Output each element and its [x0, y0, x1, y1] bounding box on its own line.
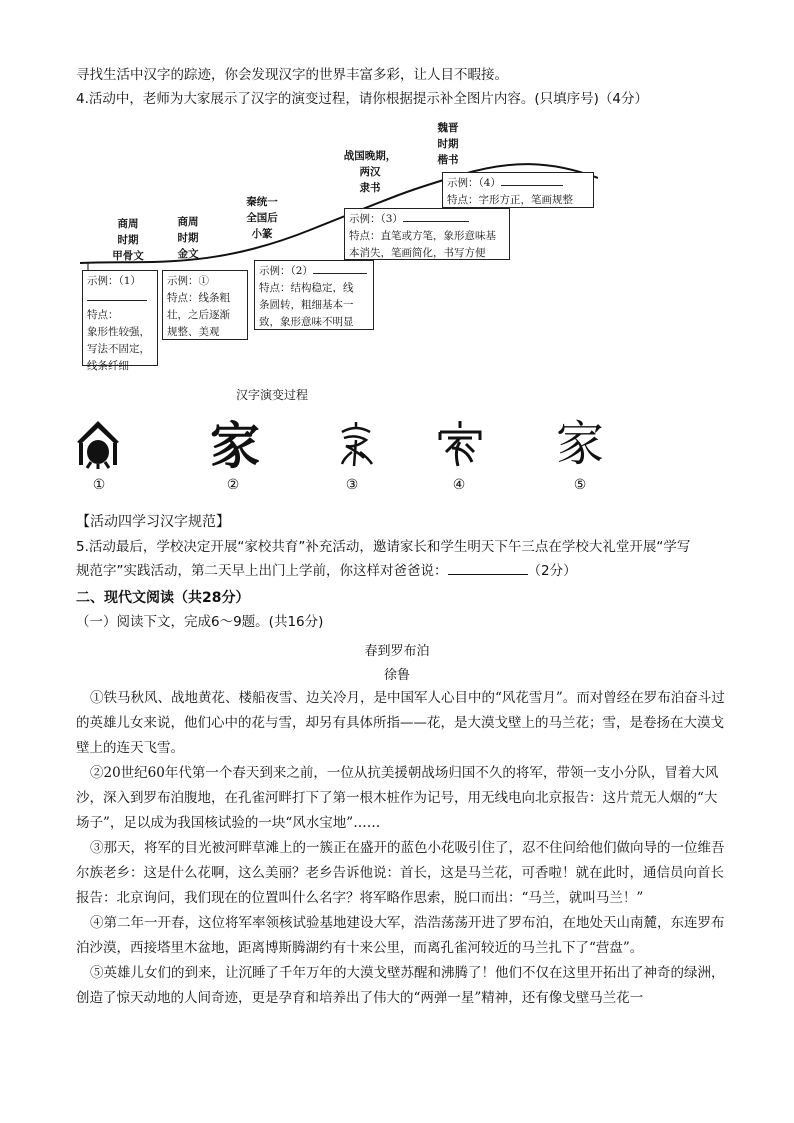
evolution-diagram: [80, 120, 598, 372]
glyph-number: ②: [226, 477, 240, 493]
box-seal: 示例：（2） 特点：结构稳定，线 条圆转，粗细基本一 致，象形意味不明显: [254, 260, 374, 330]
clerical-script-icon: [432, 418, 488, 470]
box-regular: 示例：（4） 特点：字形方正，笔画规整: [442, 172, 594, 208]
answer-blank-4[interactable]: [501, 175, 563, 186]
glyph-bronze-jia: 家: [210, 416, 262, 475]
answer-blank-3[interactable]: [403, 211, 469, 222]
answer-blank-1[interactable]: [87, 290, 147, 301]
answer-blank-5[interactable]: [448, 562, 528, 575]
article-body: [76, 686, 726, 1011]
question-4: 4.活动中，老师为大家展示了汉字的演变过程，请你根据提示补全图片内容。(只填序号)（4分）: [76, 91, 649, 107]
glyph-regular-jia: 家: [555, 416, 604, 472]
paragraph-5: ⑤英雄儿女们的到来，让沉睡了千年万年的大漠戈壁苏醒和沸腾了！他们不仅在这里开拓出了神奇的绿洲，创造了惊天动地的人间奇迹，更是孕育和培养出了伟大的“两弹一星”精神，还有像戈壁马兰花一: [76, 965, 725, 1006]
box-clerical: 示例：（3） 特点：直笔或方笔，象形意味基 本消失，笔画简化，书写方便: [344, 208, 510, 260]
intro-line: 寻找生活中汉字的踪迹，你会发现汉字的世界丰富多彩，让人目不暇接。: [76, 67, 508, 83]
stage-regular: 魏晋 时期 楷书: [437, 122, 459, 166]
glyph-clerical-jia: [430, 418, 490, 474]
question-5-line1: 5.活动最后，学校决定开展“家校共育”补充活动，邀请家长和学生明天下午三点在学校大礼堂开展“学写: [76, 539, 691, 555]
paragraph-1: ①铁马秋风、战地黄花、楼船夜雪、边关冷月，是中国军人心目中的“风花雪月”。而对曾经在罗布泊奋斗过的英雄儿女来说，他们心中的花与雪，却另有具体所指——花，是大漠戈壁上的马兰花；雪，是卷扬在大漠戈壁上的连天飞雪。: [76, 690, 725, 756]
stage-oracle: 商周 时期 甲骨文: [112, 218, 144, 262]
answer-blank-2[interactable]: [313, 263, 367, 274]
glyph-number: ①: [92, 477, 106, 493]
glyph-number: ④: [452, 477, 466, 493]
glyph-number: ③: [345, 477, 359, 493]
stage-clerical: 战国晚期， 两汉 隶书: [343, 150, 397, 194]
glyph-oracle-jia: [68, 418, 128, 474]
activity4-title: 【活动四学习汉字规范】: [76, 514, 230, 530]
article-author: 徐鲁: [383, 668, 410, 683]
stage-seal: 秦统一 全国后 小篆: [246, 196, 278, 240]
question-5-line2: 规范字”实践活动，第二天早上出门上学前，你这样对爸爸说： （2分）: [76, 563, 577, 579]
article-title: 春到罗布泊: [364, 644, 430, 659]
box-bronze: 示例：① 特点：线条粗 壮，之后逐渐 规整、美观: [162, 270, 248, 340]
box-oracle: 示例：（1） 特点： 象形性较强， 写法不固定， 线条纤细: [82, 270, 158, 366]
paragraph-3: ③那天，将军的目光被河畔草滩上的一簇正在盛开的蓝色小花吸引住了，忍不住问给他们做向导的一位维吾尔族老乡：这是什么花啊，这么美丽？老乡告诉他说：首长，这是马兰花，可香啦！就在此时，通信员向首长报告：北京询问，我们现在的位置叫什么名字？将军略作思索，脱口而出：“马兰，就叫马兰！”: [76, 840, 725, 906]
section2-title: 二、现代文阅读（共28分）: [76, 590, 250, 606]
glyph-number: ⑤: [573, 477, 587, 493]
stage-bronze: 商周 时期 金文: [177, 216, 199, 260]
paragraph-4: ④第二年一开春，这位将军率领核试验基地建设大军，浩浩荡荡开进了罗布泊，在地处天山南麓，东连罗布泊沙漠，西接塔里木盆地，距离博斯腾湖约有十来公里，而离孔雀河较近的马兰扎下了“营盘”。: [76, 915, 725, 956]
paragraph-2: ②20世纪60年代第一个春天到来之前，一位从抗美援朝战场归国不久的将军，带领一支小分队，冒着大风沙，深入到罗布泊腹地，在孔雀河畔打下了第一根木桩作为记号，用无线电向北京报告：这片荒无人烟的“大场子”，足以成为我国核试验的一块“风水宝地”……: [76, 765, 719, 831]
glyph-seal-jia: [326, 418, 386, 474]
seal-script-icon: [330, 418, 382, 470]
part1-instruction: （一）阅读下文，完成6～9题。(共16分): [76, 614, 324, 630]
oracle-house-icon: [71, 418, 125, 470]
diagram-caption: 汉字演变过程: [236, 388, 309, 402]
